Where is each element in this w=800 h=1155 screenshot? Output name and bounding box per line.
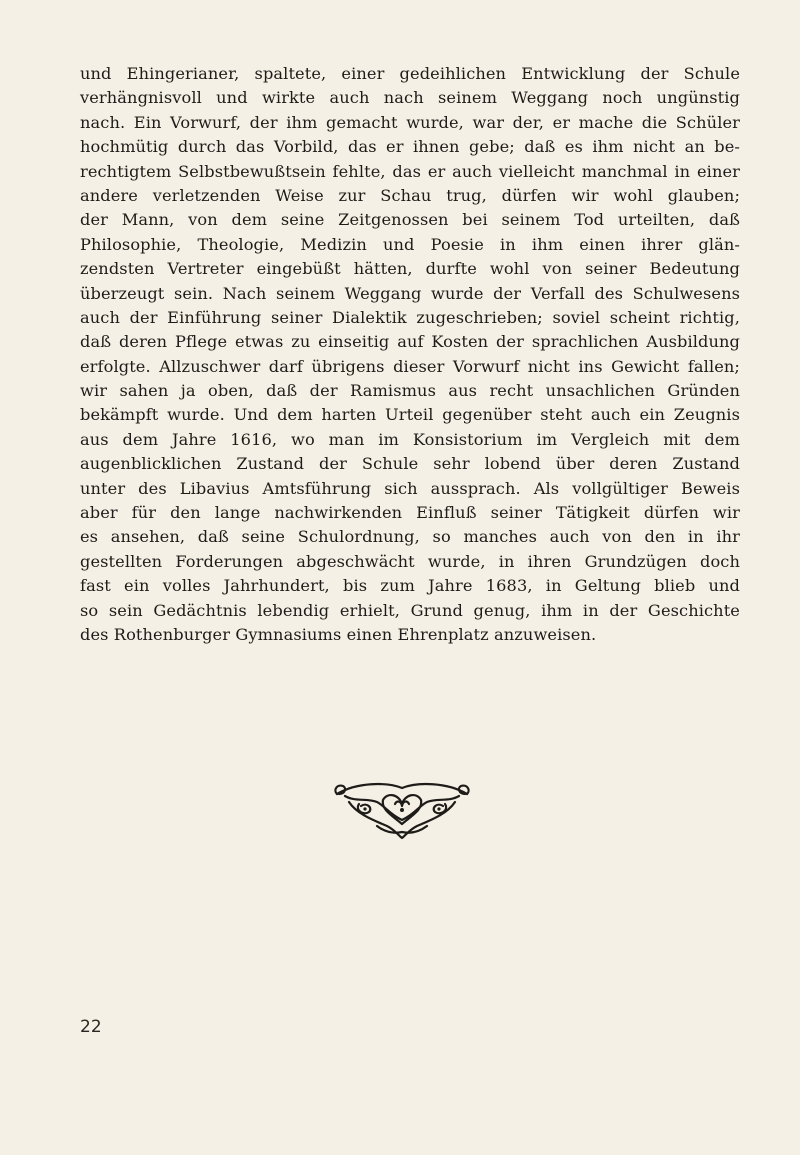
text-line: überzeugt sein. Nach seinem Weggang wurde der Verfall des Schulwesens	[80, 283, 740, 303]
text-line: aus dem Jahre 1616, wo man im Konsistorium im Vergleich mit dem	[80, 429, 740, 449]
text-line: andere verletzenden Weise zur Schau trug, dürfen wir wohl glauben;	[80, 185, 740, 205]
text-line: der Mann, von dem seine Zeitgenossen bei seinem Tod urteilten, daß	[80, 210, 740, 230]
text-line: daß deren Pflege etwas zu einseitig auf Kosten der sprachlichen Ausbildung	[80, 332, 740, 352]
text-line: es ansehen, daß seine Schulordnung, so manches auch von den in ihr	[80, 527, 740, 547]
text-line: hochmütig durch das Vorbild, das er ihnen gebe; daß es ihm nicht an be-	[80, 137, 740, 157]
page-number: 22	[80, 1017, 102, 1037]
text-line: und Ehingerianer, spaltete, einer gedeihlichen Entwicklung der Schule	[80, 64, 740, 83]
text-line: zendsten Vertreter eingebüßt hätten, durfte wohl von seiner Bedeutung	[80, 259, 740, 279]
text-line: so sein Gedächtnis lebendig erhielt, Grund genug, ihm in der Geschichte	[80, 600, 740, 620]
text-line: wir sahen ja oben, daß der Ramismus aus recht unsachlichen Gründen	[80, 381, 740, 401]
body-text	[80, 62, 740, 647]
text-line: gestellten Forderungen abgeschwächt wurde, in ihren Grundzügen doch	[80, 551, 740, 571]
text-line: bekämpft wurde. Und dem harten Urteil gegenüber steht auch ein Zeugnis	[80, 405, 740, 425]
text-line: verhängnisvoll und wirkte auch nach seinem Weggang noch ungünstig	[80, 88, 740, 108]
text-line: Philosophie, Theologie, Medizin und Poesie in ihm einen ihrer glän-	[80, 234, 740, 254]
text-line: nach. Ein Vorwurf, der ihm gemacht wurde, war der, er mache die Schüler	[80, 112, 740, 132]
vignette-ornament-icon	[327, 780, 477, 842]
text-line: augenblicklichen Zustand der Schule sehr lobend über deren Zustand	[80, 454, 740, 474]
text-line: auch der Einführung seiner Dialektik zugeschrieben; soviel scheint richtig,	[80, 307, 740, 327]
text-line: rechtigtem Selbstbewußtsein fehlte, das er auch vielleicht manchmal in einer	[80, 161, 740, 181]
text-line: des Rothenburger Gymnasiums einen Ehrenplatz anzuweisen.	[80, 624, 597, 644]
text-line: fast ein volles Jahrhundert, bis zum Jahre 1683, in Geltung blieb und	[80, 576, 740, 596]
text-line: erfolgte. Allzuschwer darf übrigens dieser Vorwurf nicht ins Gewicht fallen;	[80, 356, 740, 376]
text-line: unter des Libavius Amtsführung sich aussprach. Als vollgültiger Beweis	[80, 478, 740, 498]
text-line: aber für den lange nachwirkenden Einfluß seiner Tätigkeit dürfen wir	[80, 503, 740, 523]
